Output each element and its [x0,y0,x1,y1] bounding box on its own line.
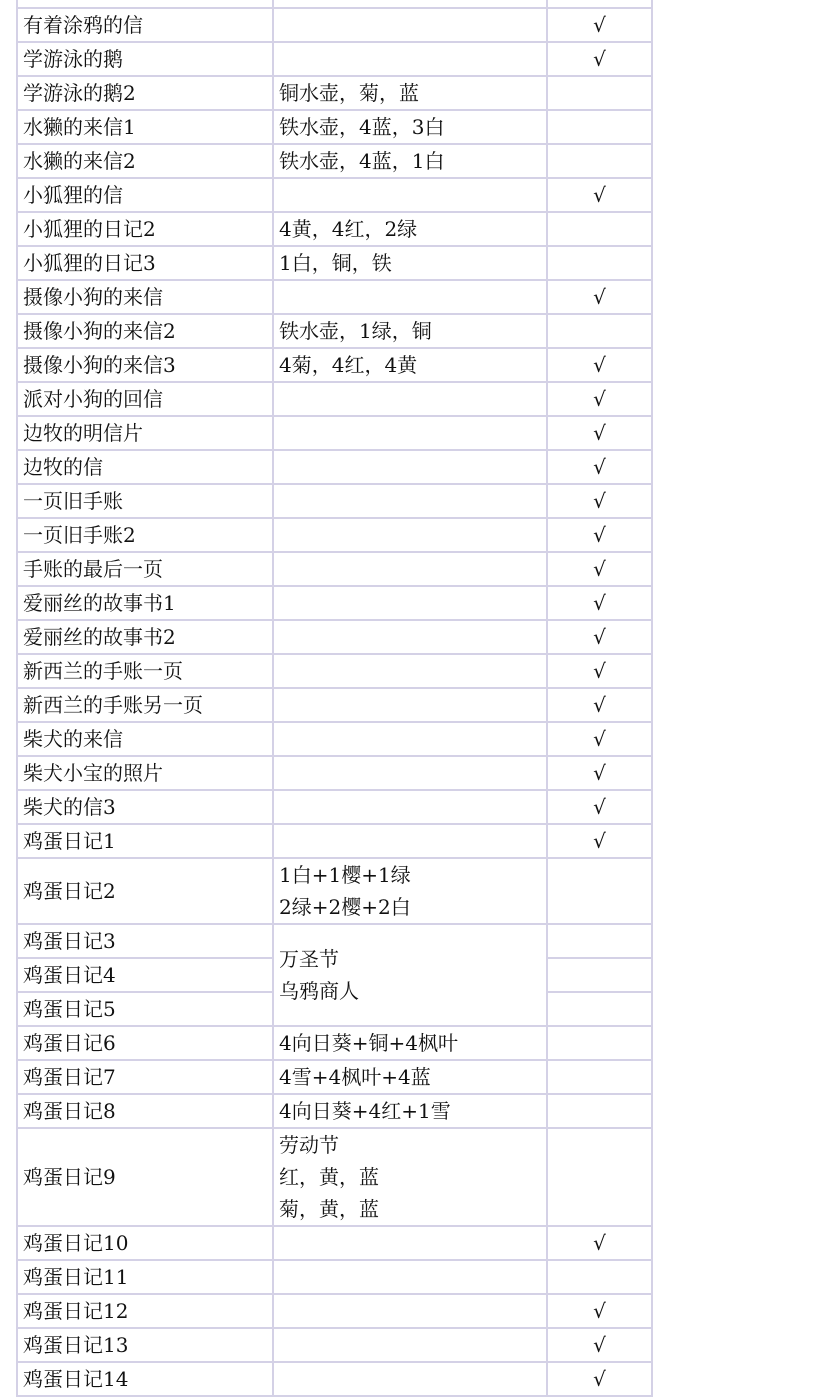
check-cell [547,1094,652,1128]
name-cell: 柴犬的信3 [17,790,273,824]
note-cell [273,924,547,1026]
note-cell [273,552,547,586]
table-row [17,858,652,924]
table-row [17,212,652,246]
name-cell: 摄像小狗的来信 [17,280,273,314]
check-cell [547,1060,652,1094]
check-cell: √ [547,178,652,212]
note-cell [273,178,547,212]
note-line: 红，黄，蓝 [279,1165,379,1189]
check-cell: √ [547,8,652,42]
note-cell: 铁水壶，4蓝，1白 [273,144,547,178]
name-cell: 鸡蛋日记6 [17,1026,273,1060]
note-line: 1白+1樱+1绿 [279,863,411,887]
name-cell: 鸡蛋日记13 [17,1328,273,1362]
name-cell [17,0,273,8]
name-cell: 边牧的明信片 [17,416,273,450]
name-cell: 学游泳的鹅 [17,42,273,76]
check-cell: √ [547,552,652,586]
name-cell: 鸡蛋日记2 [17,858,273,924]
check-cell: √ [547,722,652,756]
table-row [17,178,652,212]
note-cell [273,382,547,416]
check-cell: √ [547,688,652,722]
note-line: 乌鸦商人 [279,979,359,1003]
note-line: 菊，黄，蓝 [279,1197,379,1221]
name-cell: 鸡蛋日记10 [17,1226,273,1260]
note-cell [273,8,547,42]
check-cell [547,314,652,348]
check-cell: √ [547,654,652,688]
table-row [17,552,652,586]
check-cell: √ [547,1328,652,1362]
check-cell [547,1260,652,1294]
note-line: 万圣节 [279,947,339,971]
check-cell: √ [547,484,652,518]
table-row [17,42,652,76]
note-cell [273,518,547,552]
name-cell: 鸡蛋日记8 [17,1094,273,1128]
note-cell [273,416,547,450]
table-row [17,654,652,688]
name-cell: 鸡蛋日记1 [17,824,273,858]
table-row [17,314,652,348]
note-cell [273,1128,547,1226]
check-cell: √ [547,790,652,824]
name-cell: 一页旧手账 [17,484,273,518]
table-row [17,450,652,484]
note-cell [273,1294,547,1328]
note-cell [273,280,547,314]
name-cell: 派对小狗的回信 [17,382,273,416]
name-cell: 边牧的信 [17,450,273,484]
check-cell [547,924,652,958]
name-cell: 摄像小狗的来信3 [17,348,273,382]
table-row [17,0,652,8]
table-row [17,1060,652,1094]
check-cell [547,144,652,178]
check-cell: √ [547,824,652,858]
table-row [17,280,652,314]
table-row [17,1128,652,1226]
table-row [17,1094,652,1128]
table-row [17,348,652,382]
table-row [17,586,652,620]
check-cell: √ [547,620,652,654]
note-cell: 铁水壶，4蓝，3白 [273,110,547,144]
check-cell: √ [547,1362,652,1396]
check-cell: √ [547,586,652,620]
name-cell: 柴犬的来信 [17,722,273,756]
note-cell [273,858,547,924]
note-cell: 4菊，4红，4黄 [273,348,547,382]
table-row [17,246,652,280]
note-cell [273,688,547,722]
name-cell: 新西兰的手账另一页 [17,688,273,722]
note-line: 劳动节 [279,1133,339,1157]
note-cell: 4向日葵+4红+1雪 [273,1094,547,1128]
check-cell [547,0,652,8]
note-cell [273,722,547,756]
name-cell: 鸡蛋日记5 [17,992,273,1026]
name-cell: 鸡蛋日记11 [17,1260,273,1294]
note-cell [273,790,547,824]
note-cell [273,756,547,790]
table-row [17,722,652,756]
table-row [17,382,652,416]
name-cell: 手账的最后一页 [17,552,273,586]
note-cell [273,484,547,518]
check-cell [547,1026,652,1060]
name-cell: 小狐狸的日记2 [17,212,273,246]
name-cell: 鸡蛋日记14 [17,1362,273,1396]
check-cell: √ [547,280,652,314]
check-cell [547,246,652,280]
check-cell [547,992,652,1026]
name-cell: 鸡蛋日记3 [17,924,273,958]
note-cell [273,1328,547,1362]
note-cell [273,0,547,8]
table-row [17,1226,652,1260]
note-cell [273,586,547,620]
check-cell: √ [547,1226,652,1260]
name-cell: 柴犬小宝的照片 [17,756,273,790]
name-cell: 鸡蛋日记4 [17,958,273,992]
name-cell: 鸡蛋日记12 [17,1294,273,1328]
check-cell [547,110,652,144]
name-cell: 小狐狸的信 [17,178,273,212]
note-cell [273,1226,547,1260]
name-cell: 有着涂鸦的信 [17,8,273,42]
check-cell: √ [547,416,652,450]
note-cell [273,42,547,76]
check-cell: √ [547,518,652,552]
note-cell [273,654,547,688]
name-cell: 爱丽丝的故事书2 [17,620,273,654]
check-cell [547,858,652,924]
table-row [17,76,652,110]
name-cell: 爱丽丝的故事书1 [17,586,273,620]
note-cell: 1白，铜，铁 [273,246,547,280]
check-cell: √ [547,1294,652,1328]
name-cell: 鸡蛋日记7 [17,1060,273,1094]
table-row [17,756,652,790]
check-cell [547,212,652,246]
table-row [17,144,652,178]
note-cell: 4雪+4枫叶+4蓝 [273,1060,547,1094]
check-cell [547,958,652,992]
table-row [17,688,652,722]
note-cell [273,824,547,858]
note-cell: 4向日葵+铜+4枫叶 [273,1026,547,1060]
table-row [17,1294,652,1328]
note-cell [273,1260,547,1294]
table-row [17,924,652,958]
table-row [17,416,652,450]
name-cell: 学游泳的鹅2 [17,76,273,110]
check-cell: √ [547,756,652,790]
note-cell [273,1362,547,1396]
note-line: 2绿+2樱+2白 [279,895,411,919]
table-row [17,110,652,144]
table-row [17,824,652,858]
check-cell: √ [547,42,652,76]
note-cell: 铁水壶，1绿，铜 [273,314,547,348]
name-cell: 摄像小狗的来信2 [17,314,273,348]
note-cell [273,620,547,654]
letters-table [16,0,653,1397]
check-cell [547,1128,652,1226]
note-cell [273,450,547,484]
check-cell: √ [547,348,652,382]
name-cell: 一页旧手账2 [17,518,273,552]
check-cell [547,76,652,110]
note-cell: 4黄，4红，2绿 [273,212,547,246]
name-cell: 新西兰的手账一页 [17,654,273,688]
name-cell: 小狐狸的日记3 [17,246,273,280]
name-cell: 水獭的来信2 [17,144,273,178]
name-cell: 水獭的来信1 [17,110,273,144]
table-row [17,1026,652,1060]
note-cell: 铜水壶，菊，蓝 [273,76,547,110]
table-row [17,8,652,42]
table-row [17,1328,652,1362]
table-row [17,790,652,824]
check-cell: √ [547,382,652,416]
table-row [17,1362,652,1396]
table-row [17,484,652,518]
check-cell: √ [547,450,652,484]
table-row [17,518,652,552]
name-cell: 鸡蛋日记9 [17,1128,273,1226]
table-row [17,1260,652,1294]
table-row [17,620,652,654]
